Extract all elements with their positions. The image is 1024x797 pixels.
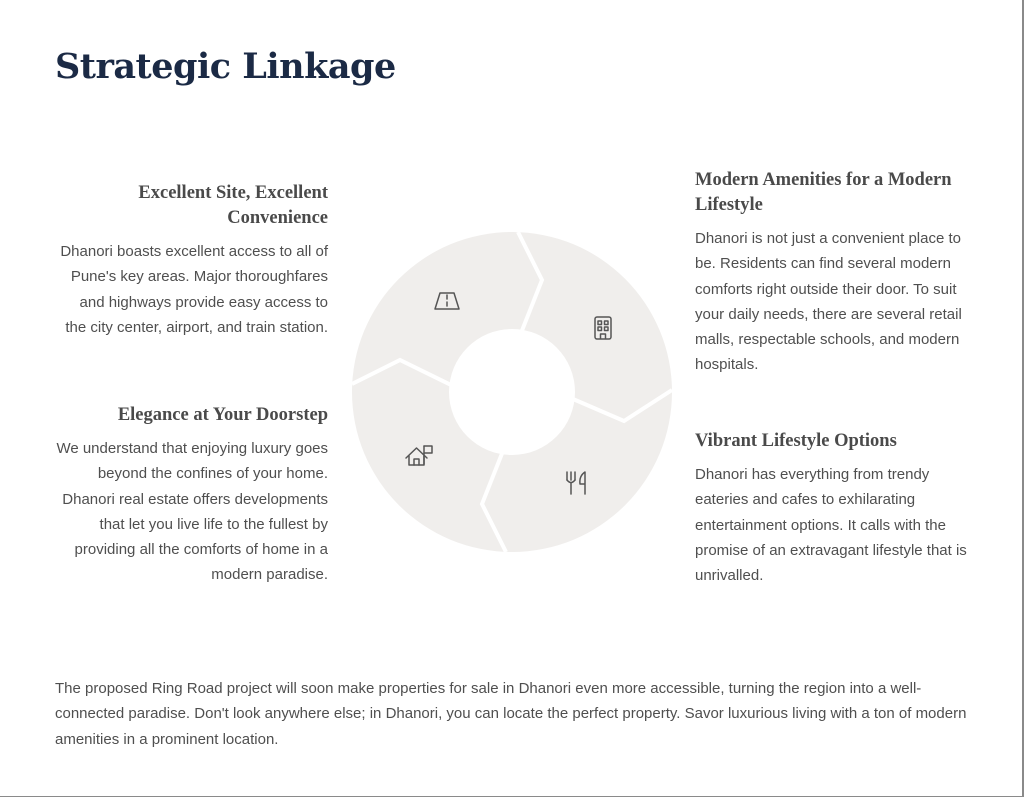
feature-body: Dhanori is not just a convenient place to be. Residents can find several modern comforts right outside their door. To suit your daily needs, there are several retail malls, respectable schools, and modern hospitals. [695, 230, 962, 374]
linkage-ring-diagram [352, 232, 672, 552]
feature-heading: Modern Amenities for a Modern Lifestyle [695, 170, 952, 215]
feature-body: We understand that enjoying luxury goes beyond the confines of your home. Dhanori real estate offers developments that let you live life to the fullest by providing all the comforts of home in a modern paradise. [56, 440, 328, 584]
feature-modern-amenities [695, 168, 970, 378]
feature-heading: Elegance at Your Doorstep [117, 405, 328, 425]
feature-heading: Excellent Site, Excellent Convenience [138, 183, 328, 228]
feature-heading: Vibrant Lifestyle Options [695, 431, 897, 451]
page-title: Strategic Linkage [55, 46, 396, 87]
feature-site-convenience [56, 181, 328, 340]
feature-body: Dhanori has everything from trendy eateries and cafes to exhilarating entertainment options. It calls with the promise of an extravagant lifestyle that is unrivalled. [695, 466, 967, 585]
feature-elegance-doorstep [56, 403, 328, 588]
feature-vibrant-lifestyle [695, 429, 970, 588]
feature-body: Dhanori boasts excellent access to all of Pune's key areas. Major thoroughfares and highways provide easy access to the city center, airport, and train station. [60, 243, 328, 336]
ring-hole [449, 329, 575, 455]
footer-paragraph: The proposed Ring Road project will soon make properties for sale in Dhanori even more accessible, turning the region into a well-connected paradise. Don't look anywhere else; in Dhanori, you can locate the perfect property. Savor luxurious living with a ton of modern amenities in a prominent location. [55, 680, 967, 748]
